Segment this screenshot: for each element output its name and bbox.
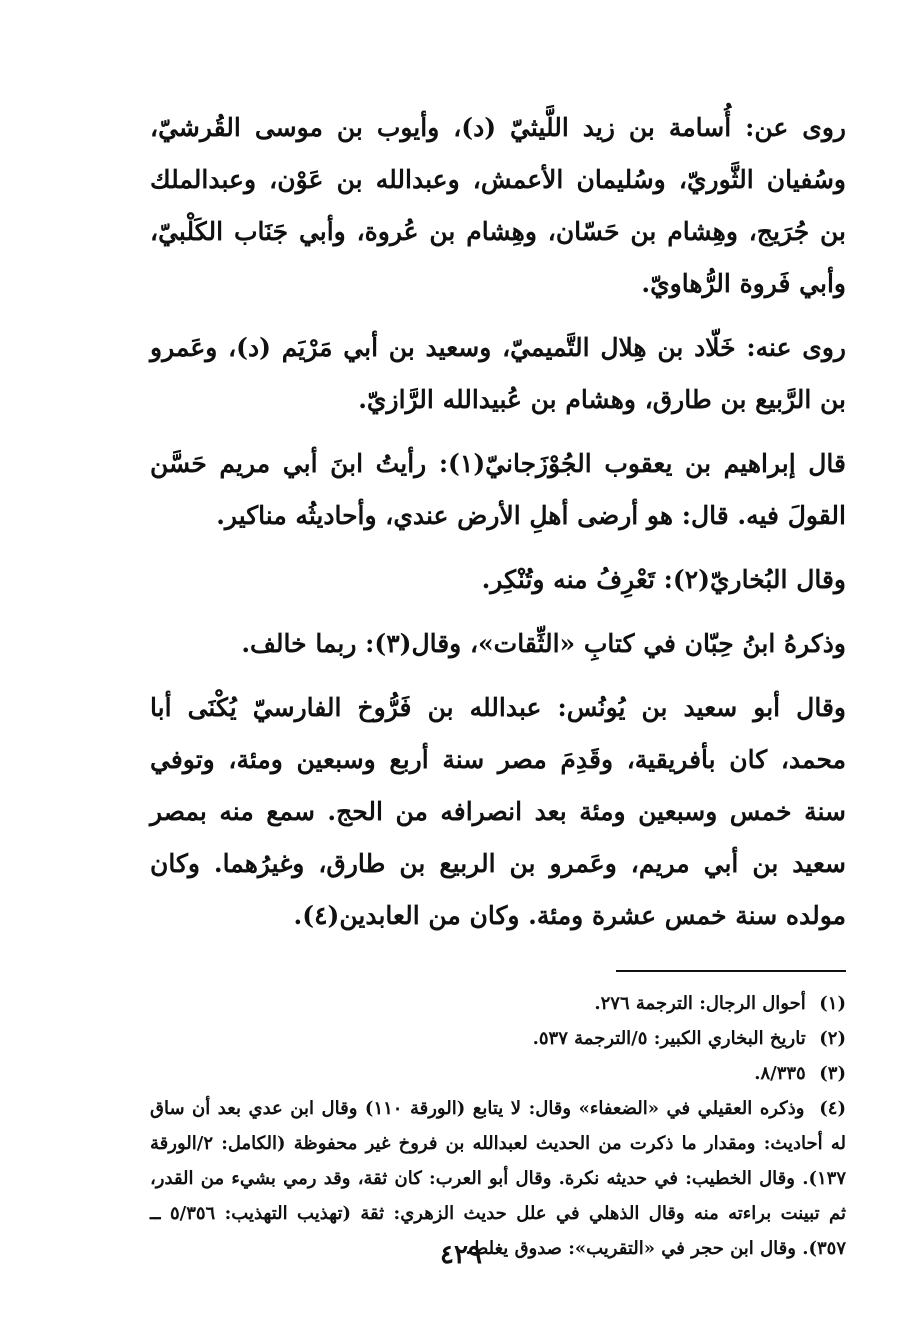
footnote-3 <box>150 1056 846 1091</box>
paragraph-text: قال إبراهيم بن يعقوب الجُوْزَجانيّ(١): رأيتُ ابنَ أبي مريم حَسَّن القولَ فيه. قال: هو أرضى أهلِ الأرض عندي، وأحاديثُه مناكير. <box>150 449 846 530</box>
footnote-number: (٤) <box>819 1098 846 1119</box>
page-number: ٤٢٩ <box>440 1240 482 1270</box>
footnote-text: ٨/٣٣٥. <box>754 1063 806 1084</box>
paragraph-bukhari <box>150 554 846 606</box>
paragraph-text: أُسامة بن زيد اللَّيثيّ (د)، وأيوب بن موسى القُرشيّ، وسُفيان الثَّوريّ، وسُليمان الأعمش، وعبدالله بن عَوْن، وعبدالملك بن جُرَيج، وهِشام بن حَسّان، وهِشام بن عُروة، وأبي جَنَاب الكَلْبيّ، وأبي فَروة الرُّهاويّ. <box>150 113 846 298</box>
paragraph-ibn-hibban <box>150 618 846 670</box>
paragraph-text: وقال البُخاريّ(٢): تَعْرِفُ منه وتُنْكِر. <box>481 565 846 594</box>
footnote-separator <box>616 970 846 972</box>
footnote-text: وذكره العقيلي في «الضعفاء» وقال: لا يتابع (الورقة ١١٠) وقال ابن عدي بعد أن ساق له أحاديث: ومقدار ما ذكرت من الحديث لعبدالله بن فروخ غير محفوظة (الكامل: ٢/الورقة ١٣٧). وقال الخطيب: في حديثه نكرة. وقال أبو العرب: كان ثقة، وقد رمي بشيء من القدر، ثم تبينت براءته منه وقال الذهلي في علل حديث الزهري: ثقة (تهذيب التهذيب: ٥/٣٥٦ ــ ٣٥٧). وقال ابن حجر في «التقريب»: صدوق يغلط. <box>150 1098 846 1259</box>
paragraph-text: وقال أبو سعيد بن يُونُس: عبدالله بن فَرُّوخ الفارسيّ يُكْنَى أبا محمد، كان بأفريقية، وقَدِمَ مصر سنة أربع وسبعين ومئة، وتوفي سنة خمس وسبعين ومئة بعد انصرافه من الحج. سمع منه بمصر سعيد بن أبي مريم، وعَمرو بن الربيع بن طارق، وغيرُهما. وكان مولده سنة خمس عشرة ومئة. وكان من العابدين(٤). <box>150 693 846 930</box>
paragraph-lead: روى عنه: <box>746 333 847 362</box>
footnote-text: أحوال الرجال: الترجمة ٢٧٦. <box>594 993 806 1014</box>
footnote-text: تاريخ البخاري الكبير: ٥/الترجمة ٥٣٧. <box>532 1028 806 1049</box>
footnote-2 <box>150 1021 846 1056</box>
paragraph-text: خَلّاد بن هِلال التَّميميّ، وسعيد بن أبي مَرْيَم (د)، وعَمرو بن الرَّبيع بن طارق، وهشام بن عُبيدالله الرَّازيّ. <box>150 333 846 414</box>
paragraph-juzjani <box>150 438 846 542</box>
footnote-number: (٣) <box>819 1063 846 1084</box>
paragraph-text: وذكرهُ ابنُ حِبّان في كتابِ «الثِّقات»، وقال(٣): ربما خالف. <box>241 629 846 658</box>
paragraph-narrated-by <box>150 322 846 426</box>
footnote-1 <box>150 986 846 1021</box>
footnote-number: (٢) <box>819 1028 846 1049</box>
paragraph-lead: روى عن: <box>745 113 846 142</box>
paragraph-narrated-from <box>150 102 846 310</box>
footnote-number: (١) <box>819 993 846 1014</box>
paragraph-ibn-yunus <box>150 682 846 942</box>
